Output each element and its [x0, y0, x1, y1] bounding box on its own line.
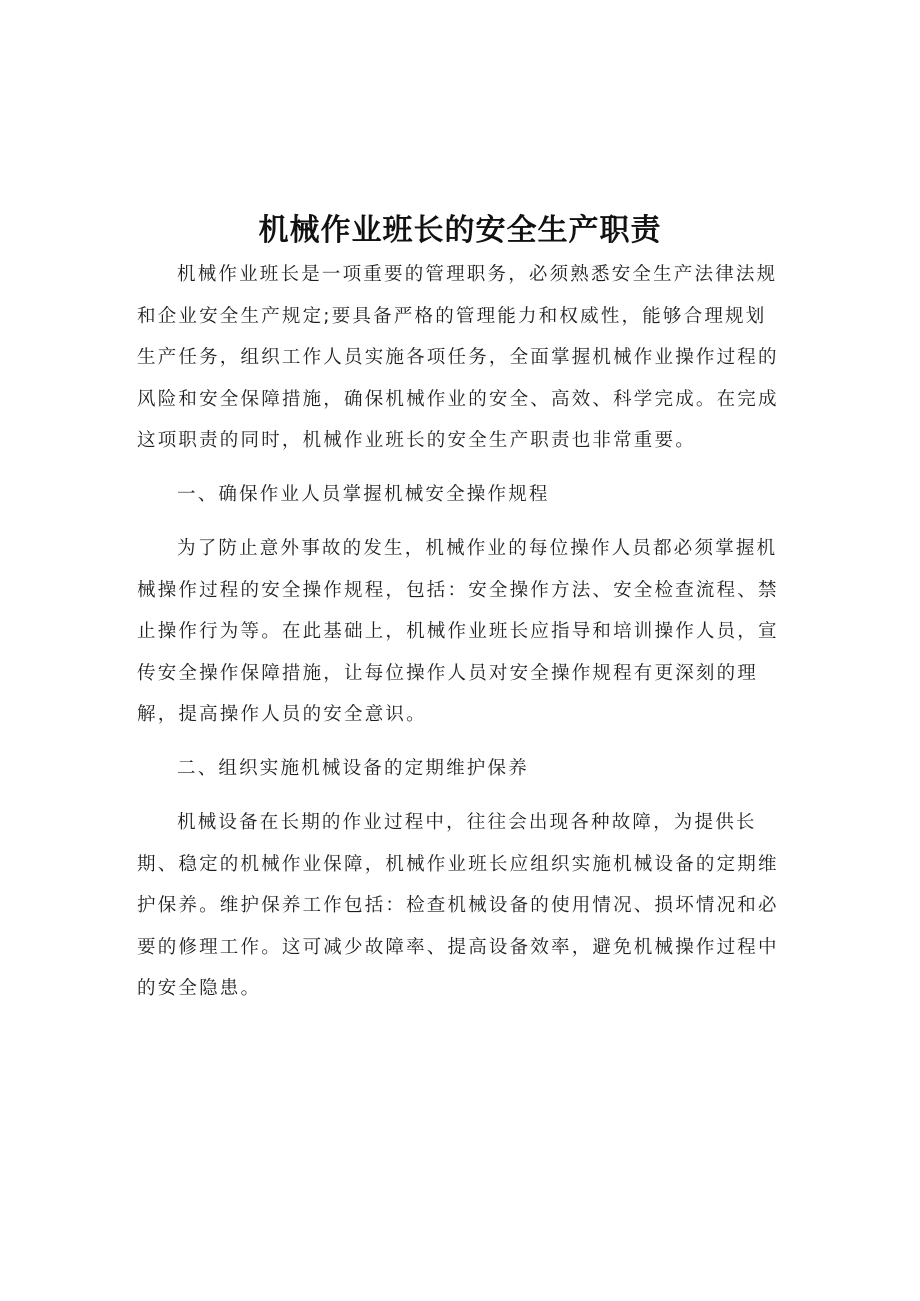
document-title: 机械作业班长的安全生产职责 — [258, 213, 662, 248]
section-1-heading: 一、确保作业人员掌握机械安全操作规程 — [177, 484, 550, 505]
section-2-heading: 二、组织实施机械设备的定期维护保养 — [177, 758, 529, 779]
intro-paragraph: 机械作业班长是一项重要的管理职务，必须熟悉安全生产法律法规和企业安全生产规定;要具备严格的管理能力和权威性，能够合理规划生产任务，组织工作人员实施各项任务，全面掌握机械作业操作过程的风险和安全保障措施，确保机械作业的安全、高效、科学完成。在完成这项职责的同时，机械作业班长的安全生产职责也非常重要。 — [137, 264, 779, 451]
section-2-paragraph: 机械设备在长期的作业过程中，往往会出现各种故障，为提供长期、稳定的机械作业保障，机械作业班长应组织实施机械设备的定期维护保养。维护保养工作包括：检查机械设备的使用情况、损坏情况和必要的修理工作。这可减少故障率、提高设备效率，避免机械操作过程中的安全隐患。 — [137, 812, 779, 999]
section-1-paragraph: 为了防止意外事故的发生，机械作业的每位操作人员都必须掌握机械操作过程的安全操作规程，包括：安全操作方法、安全检查流程、禁止操作行为等。在此基础上，机械作业班长应指导和培训操作人员，宣传安全操作保障措施，让每位操作人员对安全操作规程有更深刻的理解，提高操作人员的安全意识。 — [137, 538, 779, 725]
